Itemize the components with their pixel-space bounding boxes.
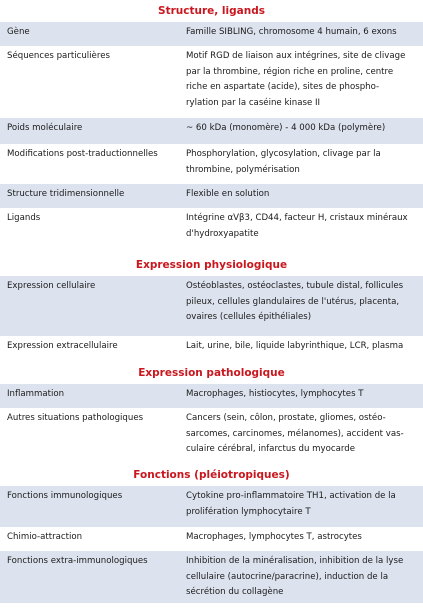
table-row <box>0 144 423 184</box>
row-label: Fonctions extra-immunologiques <box>7 556 148 566</box>
table-row <box>0 118 423 144</box>
row-label: Chimio-attraction <box>7 532 83 542</box>
row-value: Cancers (sein, côlon, prostate, gliomes, ostéo- sarcomes, carcinomes, mélanomes), accident vas- culaire cérébral, infarctus du myocarde <box>186 413 404 455</box>
row-value: Macrophages, lymphocytes T, astrocytes <box>186 532 362 542</box>
row-label: Poids moléculaire <box>7 123 83 133</box>
row-label: Séquences particulières <box>7 51 110 61</box>
row-value: Macrophages, histiocytes, lymphocytes T <box>186 389 364 399</box>
row-label: Autres situations pathologiques <box>7 413 144 423</box>
row-label: Gène <box>7 27 30 37</box>
row-value: Motif RGD de liaison aux intégrines, site de clivage par la thrombine, région riche en proline, centre riche en aspartate (acide), sites de phospho- rylation par la caséine kinase II <box>186 51 406 108</box>
row-value: Ostéoblastes, ostéoclastes, tubule distal, follicules pileux, cellules glandulaires de l'utérus, placenta, ovaires (cellules épithéliales) <box>186 281 404 323</box>
row-value: Famille SIBLING, chromosome 4 humain, 6 exons <box>186 27 397 37</box>
table-row <box>0 184 423 208</box>
table-row <box>0 384 423 408</box>
section-header-structure: Structure, ligands <box>158 4 265 17</box>
row-value: Flexible en solution <box>186 189 270 199</box>
row-label: Modifications post-traductionnelles <box>7 149 158 159</box>
row-label: Fonctions immunologiques <box>7 491 123 501</box>
section-header-fonctions: Fonctions (pléiotropiques) <box>133 468 290 481</box>
table-row <box>0 276 423 336</box>
section-header-expression-physiologique: Expression physiologique <box>135 258 288 271</box>
table-row <box>0 46 423 118</box>
row-value: Cytokine pro-inflammatoire TH1, activation de la prolifération lymphocytaire T <box>186 491 396 517</box>
table-row <box>0 336 423 362</box>
table-row <box>0 486 423 527</box>
table-row <box>0 208 423 254</box>
row-value: Intégrine αVβ3, CD44, facteur H, cristaux minéraux d'hydroxyapatite <box>186 213 408 239</box>
table-row <box>0 408 423 464</box>
row-label: Inflammation <box>7 389 65 399</box>
row-value: Phosphorylation, glycosylation, clivage par la thrombine, polymérisation <box>186 149 381 175</box>
row-value: Inhibition de la minéralisation, inhibition de la lyse cellulaire (autocrine/paracrine), induction de la sécrétion du collagène <box>186 556 404 598</box>
row-label: Structure tridimensionnelle <box>7 189 125 199</box>
table-row <box>0 22 423 46</box>
section-header-expression-pathologique: Expression pathologique <box>138 366 285 379</box>
row-value: Lait, urine, bile, liquide labyrinthique, LCR, plasma <box>186 341 404 351</box>
row-label: Ligands <box>7 213 41 223</box>
table-row <box>0 527 423 551</box>
table-row <box>0 551 423 603</box>
row-label: Expression cellulaire <box>7 281 96 291</box>
row-value: ~ 60 kDa (monomère) - 4 000 kDa (polymère) <box>186 123 386 133</box>
row-label: Expression extracellulaire <box>7 341 118 351</box>
